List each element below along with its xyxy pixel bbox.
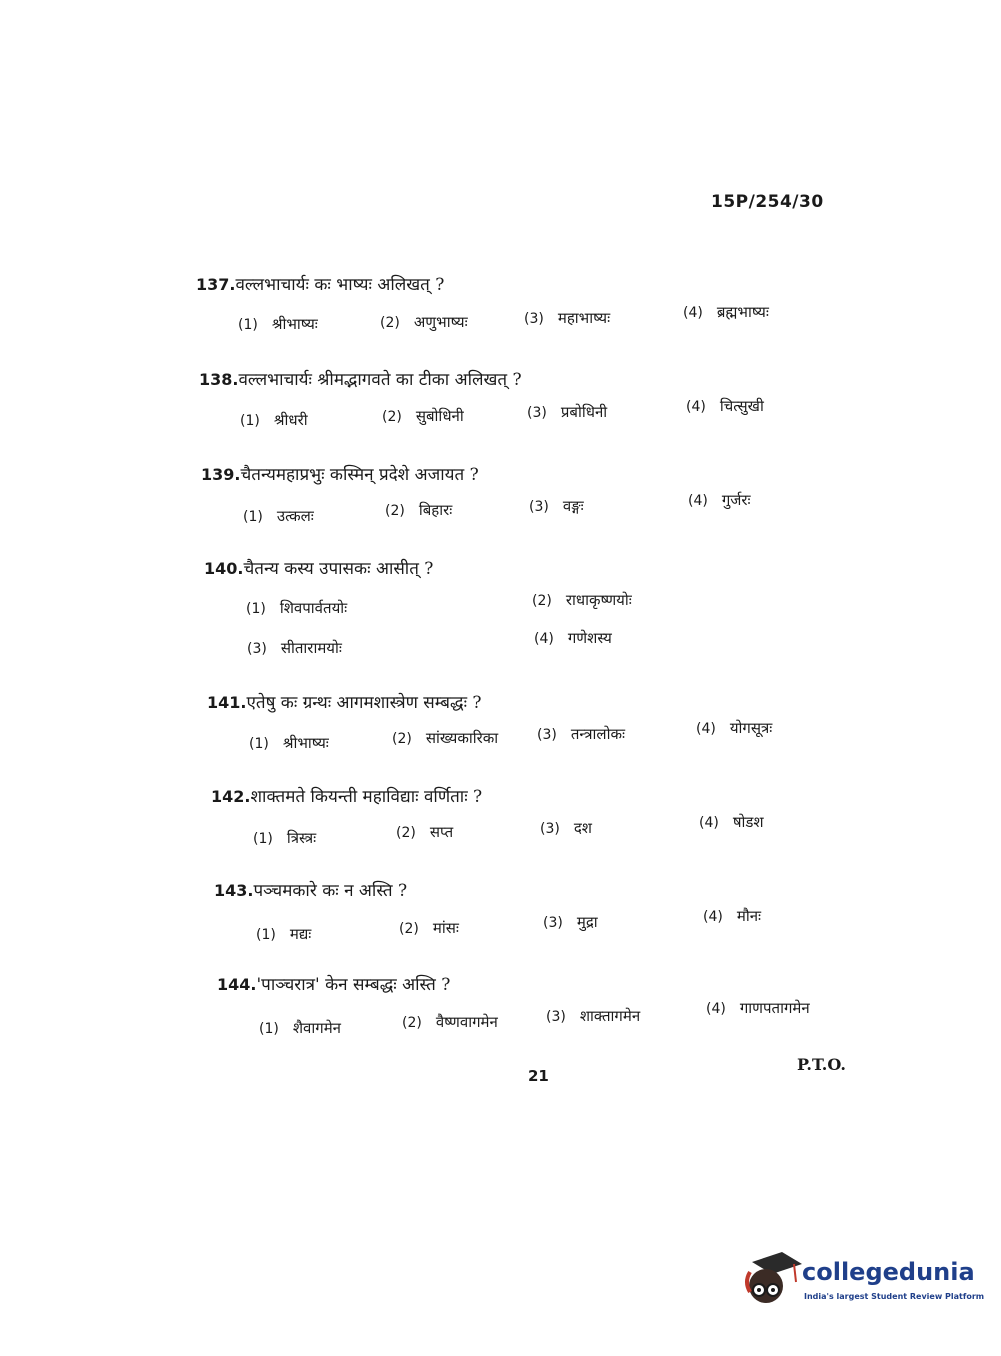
option-number: (2) — [385, 503, 405, 519]
option-141-2 — [392, 728, 498, 748]
option-number: (2) — [532, 593, 552, 609]
option-number: (1) — [249, 736, 269, 752]
option-number: (3) — [543, 915, 563, 931]
option-144-2 — [402, 1012, 498, 1032]
question-number: 140. — [204, 559, 244, 578]
option-number: (2) — [399, 921, 419, 937]
option-143-1 — [256, 924, 311, 944]
option-138-4 — [686, 396, 764, 416]
option-text: गुर्जरः — [721, 491, 751, 509]
question-142 — [211, 784, 482, 807]
option-text: त्रिस्त्रः — [286, 829, 317, 847]
option-number: (4) — [699, 815, 719, 831]
question-143 — [214, 878, 407, 901]
option-number: (3) — [546, 1009, 566, 1025]
option-number: (3) — [247, 641, 267, 657]
option-text: गाणपतागमेन — [739, 999, 810, 1017]
option-text: उत्कलः — [276, 507, 314, 525]
option-number: (4) — [683, 305, 703, 321]
question-number: 137. — [196, 275, 236, 294]
option-138-2 — [382, 406, 464, 426]
option-140-1 — [246, 598, 347, 618]
option-text: मौनः — [736, 907, 762, 925]
option-text: ब्रह्मभाष्यः — [716, 303, 769, 321]
option-text: गणेशस्य — [567, 629, 612, 647]
option-number: (3) — [529, 499, 549, 515]
option-text: मांसः — [432, 919, 459, 937]
option-number: (3) — [524, 311, 544, 327]
option-text: वङ्गः — [562, 497, 584, 515]
option-139-1 — [243, 506, 314, 526]
option-138-1 — [240, 410, 308, 430]
option-text: षोडश — [732, 813, 764, 831]
option-text: शैवागमेन — [292, 1019, 342, 1037]
option-number: (3) — [537, 727, 557, 743]
option-142-4 — [699, 812, 764, 832]
option-text: योगसूत्रः — [729, 719, 773, 737]
option-number: (4) — [534, 631, 554, 647]
question-137 — [196, 272, 444, 295]
brand-name: collegedunia — [802, 1258, 975, 1286]
option-text: मुद्रा — [576, 913, 598, 931]
option-141-3 — [537, 724, 625, 744]
option-139-3 — [529, 496, 584, 516]
brand-tagline: India's largest Student Review Platform — [804, 1292, 985, 1301]
collegedunia-logo — [742, 1252, 985, 1312]
page-number: 21 — [528, 1067, 549, 1085]
question-text: पञ्चमकारे कः न अस्ति ? — [253, 881, 408, 901]
option-number: (1) — [259, 1021, 279, 1037]
question-number: 144. — [217, 975, 257, 994]
question-139 — [201, 462, 479, 485]
option-text: सीतारामयोः — [280, 639, 342, 657]
question-number: 142. — [211, 787, 251, 806]
option-text: तन्त्रालोकः — [570, 725, 626, 743]
option-143-2 — [399, 918, 459, 938]
option-140-4 — [534, 628, 612, 648]
question-text: चैतन्य कस्य उपासकः आसीत् ? — [243, 559, 434, 579]
option-number: (4) — [703, 909, 723, 925]
option-144-3 — [546, 1006, 640, 1026]
option-141-4 — [696, 718, 772, 738]
option-144-4 — [706, 998, 810, 1018]
option-text: राधाकृष्णयोः — [565, 591, 632, 609]
option-text: महाभाष्यः — [557, 309, 611, 327]
option-text: चित्सुखी — [719, 397, 764, 415]
option-143-4 — [703, 906, 761, 926]
option-text: अणुभाष्यः — [413, 313, 468, 331]
option-text: वैष्णवागमेन — [435, 1013, 498, 1031]
option-number: (1) — [238, 317, 258, 333]
option-text: श्रीधरी — [273, 411, 308, 429]
question-text: शाक्तमते कियन्ती महाविद्याः वर्णिताः ? — [250, 787, 483, 807]
option-139-4 — [688, 490, 751, 510]
option-number: (2) — [382, 409, 402, 425]
option-number: (1) — [253, 831, 273, 847]
option-142-2 — [396, 822, 453, 842]
question-number: 138. — [199, 370, 239, 389]
option-139-2 — [385, 500, 452, 520]
option-number: (1) — [246, 601, 266, 617]
pto-label: P.T.O. — [797, 1055, 846, 1074]
option-137-4 — [683, 302, 769, 322]
option-number: (2) — [392, 731, 412, 747]
question-number: 139. — [201, 465, 241, 484]
question-140 — [204, 556, 433, 579]
option-number: (4) — [696, 721, 716, 737]
question-number: 143. — [214, 881, 254, 900]
option-number: (1) — [240, 413, 260, 429]
option-number: (4) — [688, 493, 708, 509]
option-number: (1) — [243, 509, 263, 525]
option-142-1 — [253, 828, 316, 848]
paper-code: 15P/254/30 — [711, 192, 824, 212]
option-137-1 — [238, 314, 318, 334]
question-text: एतेषु कः ग्रन्थः आगमशास्त्रेण सम्बद्धः ? — [246, 693, 482, 713]
option-text: श्रीभाष्यः — [282, 734, 329, 752]
option-138-3 — [527, 402, 607, 422]
option-140-2 — [532, 590, 632, 610]
option-text: सांख्यकारिका — [425, 729, 499, 747]
option-text: श्रीभाष्यः — [271, 315, 318, 333]
option-number: (1) — [256, 927, 276, 943]
option-text: सुबोधिनी — [415, 407, 464, 425]
option-141-1 — [249, 733, 329, 753]
question-141 — [207, 690, 482, 713]
option-143-3 — [543, 912, 598, 932]
option-number: (2) — [396, 825, 416, 841]
option-number: (4) — [706, 1001, 726, 1017]
option-number: (3) — [540, 821, 560, 837]
option-text: सप्त — [429, 823, 454, 841]
mascot-icon — [742, 1252, 802, 1312]
question-number: 141. — [207, 693, 247, 712]
question-138 — [199, 367, 522, 390]
question-text: 'पाञ्चरात्र' केन सम्बद्धः अस्ति ? — [256, 975, 451, 995]
option-137-2 — [380, 312, 468, 332]
option-number: (2) — [380, 315, 400, 331]
option-text: मद्यः — [289, 925, 312, 943]
option-text: शिवपार्वतयोः — [279, 599, 348, 617]
option-text: शाक्तागमेन — [579, 1007, 641, 1025]
option-text: दश — [573, 819, 593, 837]
option-142-3 — [540, 818, 592, 838]
question-text: चैतन्यमहाप्रभुः कस्मिन् प्रदेशे अजायत ? — [240, 465, 479, 485]
question-text: वल्लभाचार्यः कः भाष्यः अलिखत् ? — [235, 275, 445, 295]
option-text: बिहारः — [418, 501, 453, 519]
option-number: (4) — [686, 399, 706, 415]
option-number: (2) — [402, 1015, 422, 1031]
option-140-3 — [247, 638, 342, 658]
question-text: वल्लभाचार्यः श्रीमद्भागवते का टीका अलिखत् ? — [238, 370, 522, 390]
option-137-3 — [524, 308, 610, 328]
question-144 — [217, 972, 450, 995]
option-text: प्रबोधिनी — [560, 403, 608, 421]
option-144-1 — [259, 1018, 341, 1038]
option-number: (3) — [527, 405, 547, 421]
